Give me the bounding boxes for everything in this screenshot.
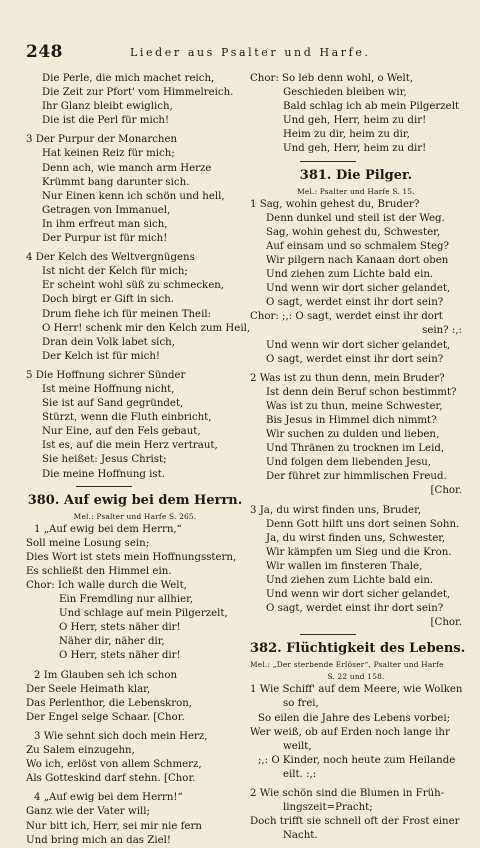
verse-line: 1 Sag, wohin gehest du, Bruder? — [250, 198, 420, 210]
verse-line: Chor: Ich walle durch die Welt, — [26, 580, 187, 591]
verse-line: Krümmt bang darunter sich. — [42, 176, 190, 188]
left-column — [26, 72, 251, 848]
page-number: 248 — [26, 42, 63, 62]
verse-line: Wir kämpfen um Sieg und die Kron. — [266, 546, 452, 558]
verse-line: Wir pilgern nach Kanaan dort oben — [266, 254, 449, 266]
verse-line: Ihr Glanz bleibt ewiglich, — [42, 101, 173, 113]
verse-line: Wir wallen im finsteren Thale, — [266, 560, 423, 572]
hymn-380-melody: Mel.: Psalter und Harfe S. 265. — [73, 511, 197, 521]
verse-line: Dies Wort ist stets mein Hoffnungsstern, — [26, 551, 237, 563]
verse-line: Die Zeit zur Pfort' vom Himmelreich. — [42, 87, 234, 99]
verse-line: 2 Wie schön sind die Blumen in Früh- — [250, 788, 445, 800]
verse-line: Nacht. — [283, 830, 318, 842]
verse-line: Der Purpur ist für mich! — [42, 233, 168, 245]
verse-line: 1 Wie Schiff' auf dem Meere, wie Wolken — [250, 684, 463, 696]
verse-line: Drum flehe ich für meinen Theil: — [42, 308, 212, 320]
divider — [300, 161, 356, 162]
verse-line: [Chor. — [430, 485, 462, 497]
verse-line: 3 Der Purpur der Monarchen — [26, 134, 178, 146]
verse-line: Zu Salem einzugehn, — [26, 745, 135, 757]
verse-line: Doch birgt er Gift in sich. — [42, 294, 174, 306]
verse-line: Chor: So leb denn wohl, o Welt, — [250, 73, 414, 84]
verse-line: Doch trifft sie schnell oft der Frost einer — [250, 816, 460, 828]
verse-line: Und geh, Herr, heim zu dir! — [283, 115, 427, 127]
hymn-382-title: 382. Flüchtigkeit des Lebens. — [250, 641, 466, 657]
verse-line: In ihm erfreut man sich, — [42, 218, 168, 230]
verse-line: 2 Im Glauben seh ich schon — [34, 669, 178, 681]
verse-line: 4 Der Kelch des Weltvergnügens — [26, 252, 195, 264]
verse-line: Dran dein Volk labet sich, — [42, 336, 175, 348]
verse-line: 4 „Auf ewig bei dem Herrn!“ — [34, 792, 183, 804]
hymn-381-title: 381. Die Pilger. — [299, 167, 413, 183]
verse-line: Und schlage auf mein Pilgerzelt, — [59, 608, 228, 620]
verse-line: Nur Einen kenn ich schön und hell, — [42, 190, 225, 202]
verse-line: ;,: O Kinder, noch heute zum Heilande — [258, 754, 456, 766]
divider — [300, 634, 356, 635]
hymn-382-text — [250, 683, 462, 843]
verse-line: 3 Wie sehnt sich doch mein Herz, — [34, 730, 208, 742]
verse-line: Die ist die Perl für mich! — [42, 115, 170, 127]
verse-line: Und geh, Herr, heim zu dir! — [283, 143, 427, 155]
verse-line: O Herr, stets näher dir! — [59, 622, 181, 634]
verse-line: so frei, — [283, 698, 319, 710]
right-column — [250, 72, 466, 843]
verse-line: Hat keinen Reiz für mich; — [42, 148, 175, 160]
verse-line: Denn Gott hilft uns dort seinen Sohn. — [266, 518, 460, 530]
verse-line: Der führet zur himmlischen Freud. — [266, 471, 447, 483]
verse-line: Ganz wie der Vater will; — [26, 806, 150, 818]
verse-line: Und ziehen zum Lichte bald ein. — [266, 269, 434, 281]
verse-line: Denn dunkel und steil ist der Weg. — [266, 212, 445, 224]
hymn-381-melody: Mel.: Psalter und Harfe S. 15. — [297, 186, 415, 196]
verse-line: Er scheint wohl süß zu schmecken, — [42, 280, 225, 292]
verse-line: Ja, du wirst finden uns, Schwester, — [266, 532, 446, 544]
verse-line: Die Perle, die mich machet reich, — [42, 73, 215, 84]
verse-line: Sag, wohin gehest du, Schwester, — [266, 226, 441, 238]
verse-line: 2 Was ist zu thun denn, mein Bruder? — [250, 372, 445, 384]
verse-line: Sie ist auf Sand gegründet, — [42, 398, 184, 410]
verse-line: Die meine Hoffnung ist. — [42, 468, 165, 480]
verse-line: Denn ach, wie manch arm Herze — [42, 162, 212, 174]
verse-line: Und folgen dem liebenden Jesu, — [266, 457, 432, 469]
verse-line: Sie heißet: Jesus Christ; — [42, 454, 167, 466]
verse-line: Der Seele Heimath klar, — [26, 683, 151, 695]
verse-line: Ist meine Hoffnung nicht, — [42, 383, 175, 395]
verse-line: Bald schlag ich ab mein Pilgerzelt — [283, 101, 460, 113]
verse-line: Wer weiß, ob auf Erden noch lange ihr — [250, 726, 450, 738]
hymn-380-end — [250, 72, 462, 157]
verse-line: Was ist zu thun, meine Schwester, — [266, 400, 443, 412]
verse-line: O sagt, werdet einst ihr dort sein? — [266, 297, 444, 309]
verse-line: Ist denn dein Beruf schon bestimmt? — [266, 386, 457, 398]
verse-line: So eilen die Jahre des Lebens vorbei; — [258, 712, 451, 724]
verse-line: Soll meine Losung sein; — [26, 537, 150, 549]
verse-line: Und Thränen zu trocknen im Leid, — [266, 443, 445, 455]
verse-line: Der Engel selge Schaar. [Chor. — [26, 711, 185, 723]
running-title: Lieder aus Psalter und Harfe. — [130, 46, 371, 59]
verse-line: Wo ich, erlöst von allem Schmerz, — [26, 759, 202, 771]
verse-line: Ein Fremdling nur allhier, — [59, 594, 194, 606]
verse-line: Und ziehen zum Lichte bald ein. — [266, 575, 434, 586]
verse-line: Nur Eine, auf den Fels gebaut, — [42, 426, 201, 438]
hymn-380-title: 380. Auf ewig bei dem Herrn. — [27, 492, 243, 508]
verse-line: Bis Jesus in Himmel dich nimmt? — [266, 414, 437, 426]
verse-line: Heim zu dir, heim zu dir, — [283, 129, 410, 141]
verse-line: Das Perlenthor, die Lebenskron, — [26, 697, 193, 709]
hymn-382-melody-line-2: S. 22 und 158. — [327, 672, 385, 682]
verse-line: O Herr! schenk mir den Kelch zum Heil, — [42, 322, 251, 334]
verse-line: O Herr, stets näher dir! — [59, 650, 181, 662]
verse-line: Geschieden bleiben wir, — [283, 87, 407, 99]
hymn-380-text — [26, 523, 244, 848]
hymn-381-text — [250, 198, 462, 631]
verse-line: Als Gotteskind darf stehn. [Chor. — [26, 773, 196, 785]
verse-line: O sagt, werdet einst ihr dort sein? — [266, 603, 444, 615]
page-header — [0, 42, 480, 64]
verse-line: Es schließt den Himmel ein. — [26, 565, 172, 577]
verse-line: eilt. :,: — [283, 768, 317, 780]
verse-line: weilt, — [283, 740, 312, 752]
hymn-382-melody-line-1: Mel.: „Der sterbende Erlöser“, Psalter und Harfe — [250, 660, 444, 670]
verse-line: Und wenn wir dort sicher gelandet, — [266, 283, 451, 295]
verse-line: Ist es, auf die mein Herz vertraut, — [42, 440, 218, 452]
verse-line: Näher dir, näher dir, — [59, 636, 165, 648]
verse-line: Und bring mich an das Ziel! — [26, 834, 171, 846]
verse-line: lingszeit=Pracht; — [283, 802, 373, 814]
verse-line: Auf einsam und so schmalem Steg? — [266, 240, 449, 252]
verse-line: Und wenn wir dort sicher gelandet, — [266, 589, 451, 601]
verse-line: Stürzt, wenn die Fluth einbricht, — [42, 412, 212, 424]
hymn-379-continuation — [26, 72, 251, 482]
verse-line: 1 „Auf ewig bei dem Herrn,“ — [34, 523, 182, 535]
verse-line: O sagt, werdet einst ihr dort sein? — [266, 353, 444, 365]
verse-line: sein? :,: — [422, 325, 462, 337]
verse-line: Wir suchen zu dulden und lieben, — [266, 429, 440, 441]
verse-line: Getragen von Immanuel, — [42, 204, 171, 216]
verse-line: Chor: ;,: O sagt, werdet einst ihr dort — [250, 311, 443, 323]
verse-line: Ist nicht der Kelch für mich; — [42, 266, 188, 278]
verse-line: 3 Ja, du wirst finden uns, Bruder, — [250, 504, 422, 516]
verse-line: [Chor. — [430, 617, 462, 629]
verse-line: Nur bitt ich, Herr, sei mir nie fern — [26, 820, 202, 832]
divider — [76, 486, 132, 487]
verse-line: Der Kelch ist für mich! — [42, 350, 160, 362]
verse-line: 5 Die Hoffnung sichrer Sünder — [26, 369, 186, 381]
verse-line: Und wenn wir dort sicher gelandet, — [266, 339, 451, 351]
